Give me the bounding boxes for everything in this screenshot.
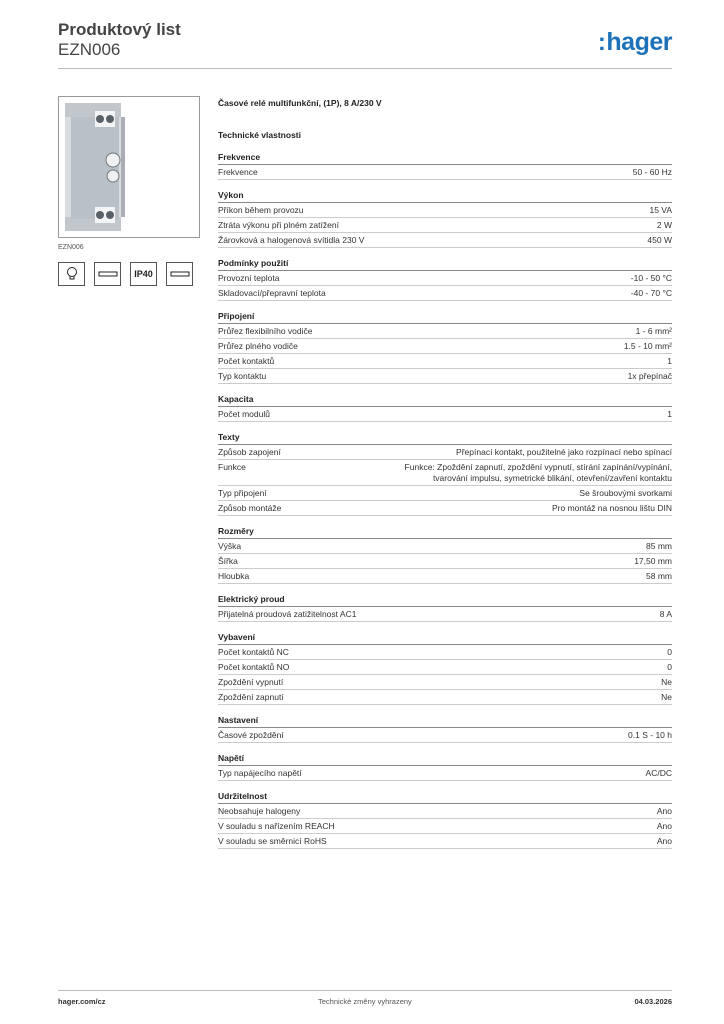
product-description: Časové relé multifunkční, (1P), 8 A/230 V	[218, 98, 382, 108]
spec-label: Příkon během provozu	[218, 204, 304, 215]
hager-logo[interactable]: :hager	[597, 28, 672, 56]
section-title: Připojení	[218, 311, 672, 324]
spec-label: Počet kontaktů NO	[218, 661, 290, 672]
spec-value: 50 - 60 Hz	[632, 166, 672, 177]
spec-value: -40 - 70 °C	[630, 287, 672, 298]
document-header	[58, 20, 181, 60]
spec-section	[218, 190, 672, 248]
section-title: Nastavení	[218, 715, 672, 728]
spec-row	[218, 165, 672, 180]
footer-date: 04.03.2026	[634, 997, 672, 1006]
rail-mount-icon	[94, 262, 121, 286]
spec-value: 85 mm	[646, 540, 672, 551]
spec-value: 1.5 - 10 mm²	[623, 340, 672, 351]
spec-section	[218, 715, 672, 743]
spec-value: 1	[667, 408, 672, 419]
spec-row	[218, 501, 672, 516]
spec-value: 0.1 S - 10 h	[628, 729, 672, 740]
spec-row	[218, 218, 672, 233]
section-title: Výkon	[218, 190, 672, 203]
ip-rating-label: IP40	[134, 269, 153, 279]
spec-label: V souladu se směrnicí RoHS	[218, 835, 327, 846]
spec-row	[218, 675, 672, 690]
spec-content	[218, 96, 672, 849]
spec-section	[218, 432, 672, 516]
spec-row	[218, 819, 672, 834]
spec-value: 17,50 mm	[634, 555, 672, 566]
spec-label: Výška	[218, 540, 242, 551]
image-caption: EZN006	[58, 244, 84, 251]
spec-section	[218, 594, 672, 622]
spec-value: 450 W	[647, 234, 672, 245]
spec-row	[218, 690, 672, 705]
spec-label: Přijatelná proudová zatižitelnost AC1	[218, 608, 357, 619]
section-title: Elektrický proud	[218, 594, 672, 607]
section-title: Rozměry	[218, 526, 672, 539]
spec-row	[218, 607, 672, 622]
rail-mount-icon	[166, 262, 193, 286]
spec-value: -10 - 50 °C	[630, 272, 672, 283]
logo-text: hager	[606, 28, 672, 56]
spec-value: 0	[667, 646, 672, 657]
spec-label: Počet kontaktů NC	[218, 646, 289, 657]
spec-section	[218, 526, 672, 584]
spec-row	[218, 445, 672, 460]
spec-value: 15 VA	[649, 204, 672, 215]
ip-rating-icon	[130, 262, 157, 286]
spec-value: Pro montáž na nosnou lištu DIN	[551, 502, 672, 513]
spec-label: Zpoždění vypnutí	[218, 676, 284, 687]
spec-row	[218, 286, 672, 301]
spec-value: 1	[667, 355, 672, 366]
spec-value: Funkce: Zpoždění zapnutí, zpoždění vypnutí, stírání zapínání/vypínání, tvarování impulsu, symetrické blikání, otevření/zavření kontaktu	[404, 461, 672, 483]
spec-label: Ztráta výkonu při plném zatížení	[218, 219, 339, 230]
spec-label: Typ kontaktu	[218, 370, 267, 381]
spec-section	[218, 791, 672, 849]
spec-value: Ne	[661, 676, 672, 687]
spec-value: Přepínací kontakt, použitelné jako rozpínací nebo spínací	[456, 446, 672, 457]
spec-label: Průřez flexibilního vodiče	[218, 325, 313, 336]
spec-label: Funkce	[218, 461, 246, 472]
spec-value: 1 - 6 mm²	[635, 325, 672, 336]
spec-row	[218, 660, 672, 675]
spec-value: 1x přepínač	[627, 370, 672, 381]
spec-value: 8 A	[659, 608, 672, 619]
spec-value: Ano	[656, 820, 672, 831]
spec-value: Ano	[656, 805, 672, 816]
spec-value: 2 W	[656, 219, 672, 230]
spec-row	[218, 369, 672, 384]
section-title: Udržitelnost	[218, 791, 672, 804]
spec-row	[218, 339, 672, 354]
section-title: Vybavení	[218, 632, 672, 645]
spec-row	[218, 203, 672, 218]
section-title: Podmínky použití	[218, 258, 672, 271]
product-image	[58, 96, 200, 238]
spec-label: Typ připojení	[218, 487, 267, 498]
section-title: Napětí	[218, 753, 672, 766]
spec-value: Ne	[661, 691, 672, 702]
spec-row	[218, 354, 672, 369]
section-title: Kapacita	[218, 394, 672, 407]
spec-label: Typ napájecího napětí	[218, 767, 302, 778]
spec-label: V souladu s nařízením REACH	[218, 820, 335, 831]
footer-disclaimer: Technické změny vyhrazeny	[318, 997, 412, 1006]
spec-label: Způsob montáže	[218, 502, 282, 513]
spec-label: Šířka	[218, 555, 238, 566]
spec-row	[218, 233, 672, 248]
spec-row	[218, 486, 672, 501]
spec-row	[218, 271, 672, 286]
spec-value: 0	[667, 661, 672, 672]
spec-label: Provozní teplota	[218, 272, 280, 283]
spec-row	[218, 804, 672, 819]
spec-sections	[218, 152, 672, 849]
spec-row	[218, 324, 672, 339]
time-relay-illustration	[59, 97, 199, 237]
spec-label: Způsob zapojení	[218, 446, 281, 457]
footer-website[interactable]: hager.com/cz	[58, 997, 106, 1006]
spec-label: Počet modulů	[218, 408, 270, 419]
spec-section	[218, 311, 672, 384]
spec-label: Hloubka	[218, 570, 250, 581]
spec-section	[218, 394, 672, 422]
header-divider	[58, 68, 672, 69]
spec-label: Počet kontaktů	[218, 355, 275, 366]
spec-value: Ano	[656, 835, 672, 846]
product-icons	[58, 262, 193, 286]
spec-section	[218, 753, 672, 781]
spec-row	[218, 569, 672, 584]
spec-row	[218, 728, 672, 743]
spec-row	[218, 407, 672, 422]
spec-row	[218, 766, 672, 781]
spec-row	[218, 539, 672, 554]
technical-properties-title: Technické vlastnosti	[218, 130, 301, 140]
spec-row	[218, 645, 672, 660]
lamp-icon	[58, 262, 85, 286]
spec-section	[218, 258, 672, 301]
section-title: Texty	[218, 432, 672, 445]
footer-divider	[58, 990, 672, 991]
spec-label: Frekvence	[218, 166, 258, 177]
spec-value: AC/DC	[645, 767, 672, 778]
spec-label: Časové zpoždění	[218, 729, 284, 740]
spec-label: Neobsahuje halogeny	[218, 805, 301, 816]
spec-row	[218, 460, 672, 486]
spec-label: Skladovací/přepravní teplota	[218, 287, 326, 298]
spec-value: 58 mm	[646, 570, 672, 581]
spec-section	[218, 632, 672, 705]
spec-value: Se šroubovými svorkami	[579, 487, 672, 498]
spec-section	[218, 152, 672, 180]
page-title: Produktový list	[58, 20, 181, 39]
product-code: EZN006	[58, 40, 121, 59]
spec-label: Průřez plného vodiče	[218, 340, 298, 351]
spec-label: Zpoždění zapnutí	[218, 691, 284, 702]
spec-label: Žárovková a halogenová svítidla 230 V	[218, 234, 365, 245]
section-title: Frekvence	[218, 152, 672, 165]
spec-row	[218, 554, 672, 569]
spec-row	[218, 834, 672, 849]
